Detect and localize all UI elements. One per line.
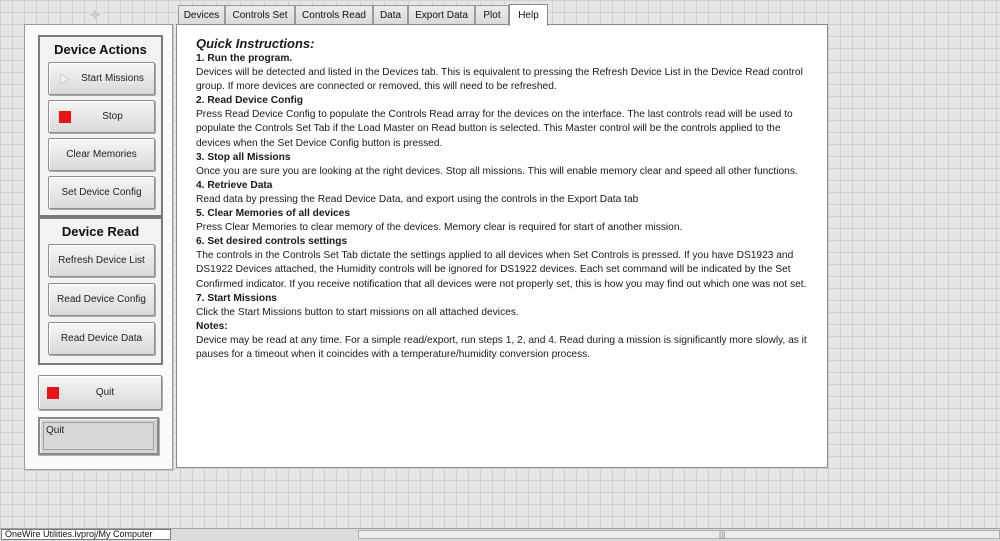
project-path-label[interactable]: OneWire Utilities.lvproj/My Computer: [1, 529, 171, 540]
read-device-data-button[interactable]: [48, 322, 155, 355]
device-read-group: [38, 217, 163, 365]
help-title: Quick Instructions:: [196, 36, 315, 51]
help-section-heading: 5. Clear Memories of all devices: [196, 208, 351, 220]
clear-memories-button[interactable]: [48, 138, 155, 171]
help-section-body: Press Read Device Config to populate the Controls Read array for the devices on the interface. The last controls read will be used to populate the Controls Set Tab if the Load Master on Read button is selected. This Master control will be the controls applied to the devices when the Set Device Config button is pressed.: [196, 109, 793, 149]
read-device-config-label: Read Device Config: [57, 294, 146, 305]
clear-memories-label: Clear Memories: [66, 149, 137, 160]
help-section-body: Press Clear Memories to clear memory of the devices. Memory clear is required for start of another mission.: [196, 222, 683, 234]
quit-stop-icon: [47, 387, 59, 399]
help-section-body: Device may be read at any time. For a simple read/export, run steps 1, 2, and 4. Read during a mission is significantly more slowly, as it pauses for a timeout when it coincides with a temperature/humidity conversion process.: [196, 334, 807, 360]
help-text: [196, 36, 816, 362]
grid-crosshair-icon: ✛: [89, 8, 101, 22]
start-missions-label: Start Missions: [81, 73, 144, 84]
device-read-title: Device Read: [61, 224, 140, 239]
read-device-data-label: Read Device Data: [60, 333, 143, 344]
help-tab-page: [176, 24, 828, 468]
stop-label: Stop: [102, 111, 123, 122]
help-section-body: Devices will be detected and listed in the Devices tab. This is equivalent to pressing the Refresh Device List in the Device Read control group. If more devices are connected or removed, this will need to be refreshed.: [196, 67, 803, 93]
refresh-device-list-label: Refresh Device List: [58, 255, 145, 266]
front-panel-controls: [24, 24, 173, 470]
stop-icon: [59, 111, 71, 123]
read-device-config-button[interactable]: [48, 283, 155, 316]
set-device-config-label: Set Device Config: [61, 187, 142, 198]
help-section-heading: Notes:: [196, 320, 228, 332]
start-missions-button[interactable]: [48, 62, 155, 95]
tab-controls-set[interactable]: Controls Set: [225, 5, 295, 25]
quit-indicator: [38, 417, 159, 455]
quit-indicator-label: Quit: [46, 425, 65, 436]
help-section-body: Once you are sure you are looking at the right devices. Stop all missions. This will enable memory clear and speed all other functions.: [196, 165, 798, 177]
tab-data[interactable]: Data: [373, 5, 408, 25]
play-icon: [60, 73, 70, 85]
help-section-body: The controls in the Controls Set Tab dictate the settings applied to all devices when Set Controls is pressed. If you have DS1923 and DS1922 Devices attached, the Humidity controls will be ignored for DS1922 devices. Each set command will be indicated by the Set Confirmed indicator. If you receive notification that all devices were not properly set, this is how you may find out which one was not set.: [196, 250, 807, 290]
tab-help[interactable]: Help: [509, 4, 548, 26]
quit-label: Quit: [95, 387, 115, 398]
device-actions-group: [38, 35, 163, 217]
device-actions-title: Device Actions: [54, 42, 147, 57]
help-section-heading: 7. Start Missions: [196, 292, 277, 304]
tab-export-data[interactable]: Export Data: [408, 5, 475, 25]
help-section-heading: 2. Read Device Config: [196, 95, 303, 107]
help-section-heading: 4. Retrieve Data: [196, 179, 273, 191]
help-section-heading: 3. Stop all Missions: [196, 151, 291, 163]
tab-plot[interactable]: Plot: [475, 5, 509, 25]
tab-controls-read[interactable]: Controls Read: [295, 5, 373, 25]
scrollbar-grip-icon[interactable]: |||: [719, 530, 726, 539]
help-section-body: Read data by pressing the Read Device Data, and export using the controls in the Export Data tab: [196, 193, 639, 205]
help-section-heading: 6. Set desired controls settings: [196, 236, 348, 248]
refresh-device-list-button[interactable]: [48, 244, 155, 277]
set-device-config-button[interactable]: [48, 176, 155, 209]
stop-button[interactable]: [48, 100, 155, 133]
help-section-body: Click the Start Missions button to start missions on all attached devices.: [196, 306, 519, 318]
horizontal-scrollbar[interactable]: [358, 530, 1000, 539]
help-section-heading: 1. Run the program.: [196, 53, 293, 64]
tab-devices[interactable]: Devices: [178, 5, 225, 25]
quit-button[interactable]: [38, 375, 162, 410]
